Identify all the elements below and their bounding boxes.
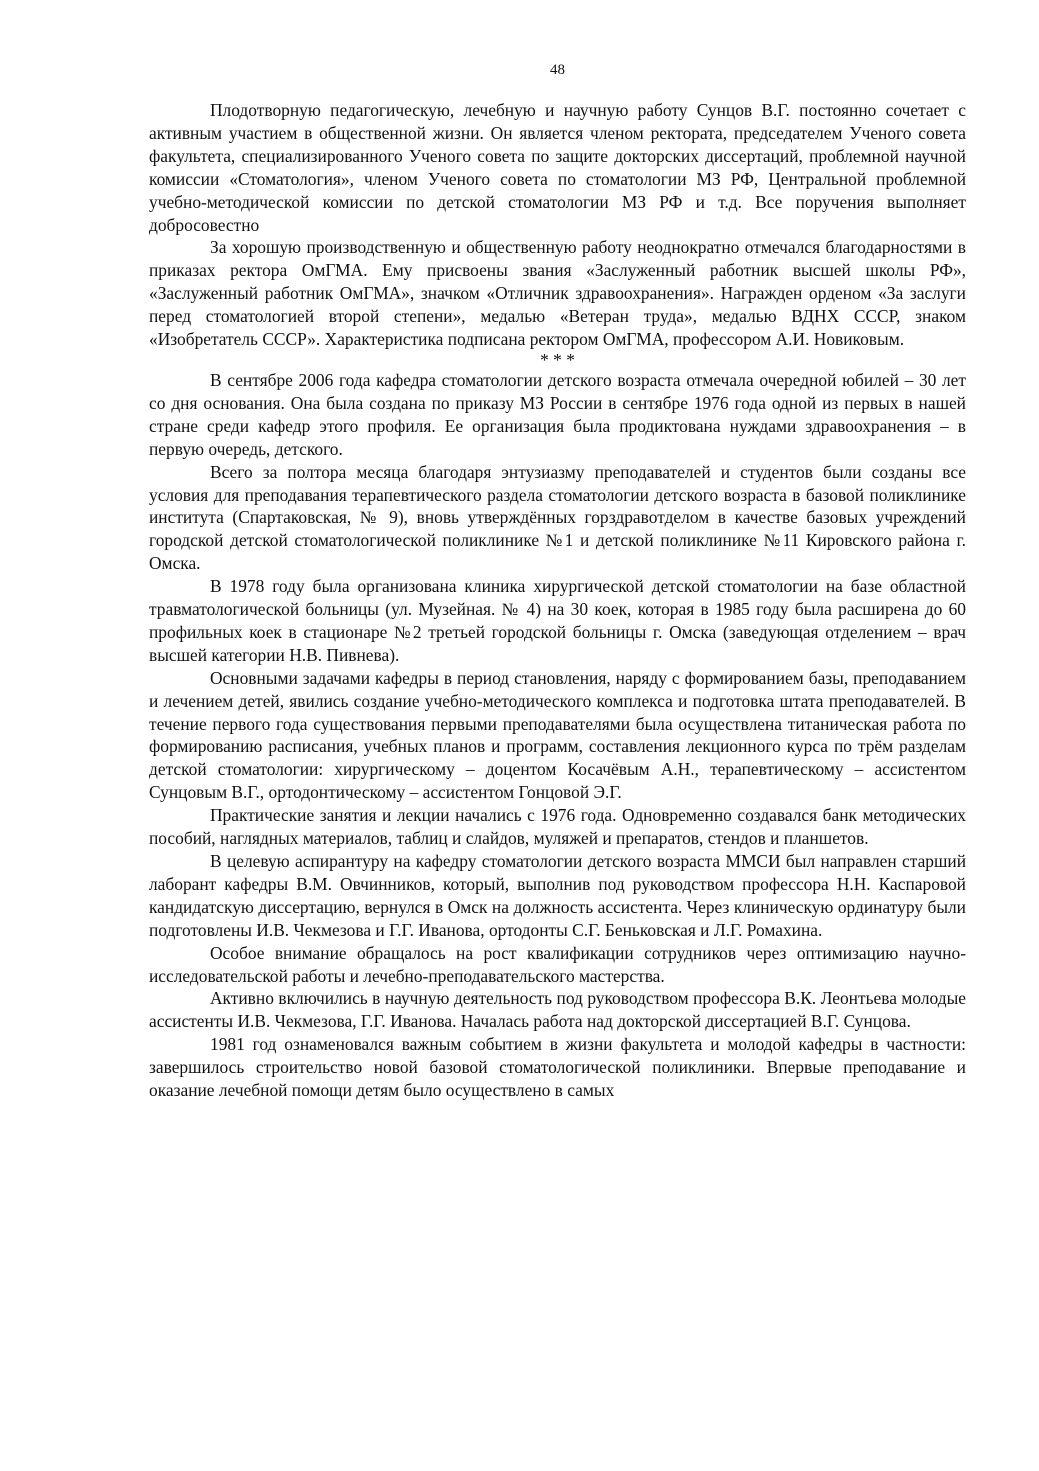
paragraph: Основными задачами кафедры в период становления, наряду с формированием базы, преподаванием и лечением детей, явились создание учебно-методического комплекса и подготовка штата преподавателей. В течение первого года существования первыми преподавателями была осуществлена титаническая работа по формированию расписания, учебных планов и программ, составления лекционного курса по трём разделам детской стоматологии: хирургическому – доцентом Косачёвым А.Н., терапевтическому – ассистентом Сунцовым В.Г., ортодонтическому – ассистентом Гонцовой Э.Г. <box>149 667 966 803</box>
paragraph: За хорошую производственную и общественную работу неоднократно отмечался благодарностями в приказах ректора ОмГМА. Ему присвоены звания «Заслуженный работник высшей школы РФ», «Заслуженный работник ОмГМА», значком «Отличник здравоохранения». Награжден орденом «За заслуги перед стоматологией второй степени», медалью «Ветеран труда», медалью ВДНХ СССР, знаком «Изобретатель СССР». Характеристика подписана ректором ОмГМА, профессором А.И. Новиковым. <box>149 237 966 350</box>
paragraph: Особое внимание обращалось на рост квалификации сотрудников через оптимизацию научно-исследовательской работы и лечебно-преподавательского мастерства. <box>149 942 966 986</box>
page-number: 48 <box>550 62 565 78</box>
paragraph: 1981 год ознаменовался важным событием в жизни факультета и молодой кафедры в частности: завершилось строительство новой базовой стоматологической поликлиники. Впервые преподавание и оказание лечебной помощи детям было осуществлено в самых <box>149 1034 966 1101</box>
body-text <box>149 99 966 1102</box>
paragraph: В 1978 году была организована клиника хирургической детской стоматологии на базе областной травматологической больницы (ул. Музейная. № 4) на 30 коек, которая в 1985 году была расширена до 60 профильных коек в стационаре №2 третьей городской больницы г. Омска (заведующая отделением – врач высшей категории Н.В. Пивнева). <box>149 576 966 665</box>
paragraph: Практические занятия и лекции начались с 1976 года. Одновременно создавался банк методических пособий, наглядных материалов, таблиц и слайдов, муляжей и препаратов, стендов и планшетов. <box>149 805 966 849</box>
paragraph: Всего за полтора месяца благодаря энтузиазму преподавателей и студентов были созданы все условия для преподавания терапевтического раздела стоматологии детского возраста в базовой поликлинике института (Спартаковская, № 9), вновь утверждённых горздравотделом в качестве базовых учреждений городской детской стоматологической поликлинике №1 и детской поликлинике №11 Кировского района г. Омска. <box>149 461 966 574</box>
paragraph: Плодотворную педагогическую, лечебную и научную работу Сунцов В.Г. постоянно сочетает с активным участием в общественной жизни. Он является членом ректората, председателем Ученого совета факультета, специализированного Ученого совета по защите докторских диссертаций, проблемной научной комиссии «Стоматология», членом Ученого совета по стоматологии МЗ РФ, Центральной проблемной учебно-методической комиссии по детской стоматологии МЗ РФ и т.д. Все поручения выполняет добросовестно <box>149 100 966 235</box>
paragraph: В сентябре 2006 года кафедра стоматологии детского возраста отмечала очередной юбилей – 30 лет со дня основания. Она была создана по приказу МЗ России в сентябре 1976 года одной из первых в нашей стране среди кафедр этого профиля. Ее организация была продиктована нуждами здравоохранения – в первую очередь, детского. <box>149 369 966 459</box>
paragraph: Активно включились в научную деятельность под руководством профессора В.К. Леонтьева молодые ассистенты И.В. Чекмезова, Г.Г. Иванова. Началась работа над докторской диссертацией В.Г. Сунцова. <box>149 988 966 1032</box>
section-separator: * * * <box>540 349 575 370</box>
paragraph: В целевую аспирантуру на кафедру стоматологии детского возраста ММСИ был направлен старший лаборант кафедры В.М. Овчинников, который, выполнив под руководством профессора Н.Н. Каспаровой кандидатскую диссертацию, вернулся в Омск на должность ассистента. Через клиническую ординатуру были подготовлены И.В. Чекмезова и Г.Г. Иванова, ортодонты С.Г. Беньковская и Л.Г. Ромахина. <box>149 851 966 940</box>
